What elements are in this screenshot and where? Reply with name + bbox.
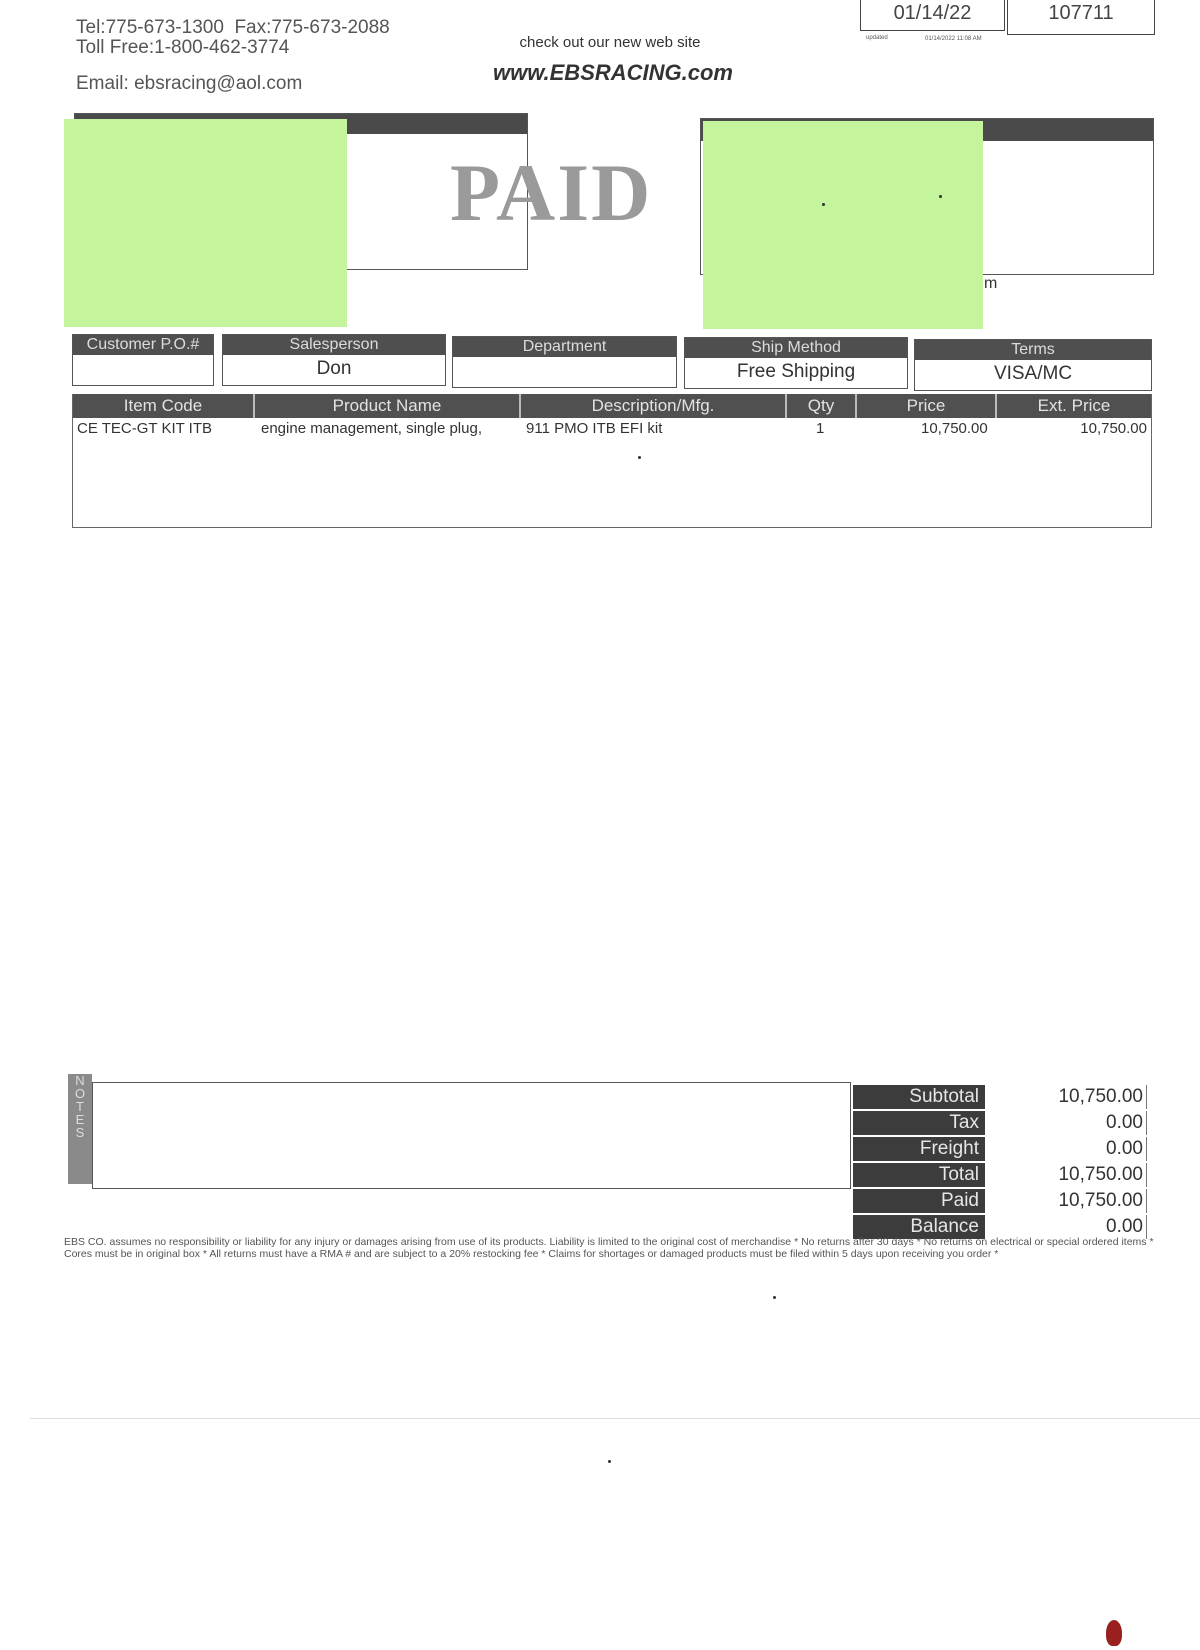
field-label: Salesperson xyxy=(223,335,445,355)
updated-value: 01/14/2022 11:08 AM xyxy=(925,36,982,42)
phone-fax-line xyxy=(76,18,390,38)
totals-row-total xyxy=(853,1163,1145,1188)
field-value: VISA/MC xyxy=(993,363,1073,384)
field-salesperson xyxy=(222,334,446,386)
redaction-ship-to xyxy=(703,121,983,329)
notes-box xyxy=(92,1082,851,1189)
web-note: check out our new web site xyxy=(519,34,701,51)
col-description: Description/Mfg. xyxy=(521,394,787,418)
field-label: Ship Method xyxy=(685,338,907,358)
notes-letter: E xyxy=(75,1112,85,1127)
field-label: Department xyxy=(453,337,676,357)
ink-dot xyxy=(822,203,825,206)
items-table-header xyxy=(73,394,1151,418)
paid-stamp: PAID xyxy=(450,147,653,238)
field-label: Terms xyxy=(915,340,1151,360)
totals-row-paid xyxy=(853,1189,1145,1214)
field-terms xyxy=(914,339,1152,391)
col-item-code: Item Code xyxy=(73,394,255,418)
totals-panel xyxy=(853,1085,1145,1241)
redaction-sold-to xyxy=(64,119,347,327)
totals-value: 0.00 xyxy=(987,1215,1147,1239)
notes-letter: T xyxy=(76,1099,84,1114)
ink-smudge xyxy=(1106,1620,1122,1646)
email: Email: ebsracing@aol.com xyxy=(76,73,303,94)
col-price: Price xyxy=(857,394,997,418)
qty: 1 xyxy=(816,420,825,437)
stray-text: m xyxy=(984,275,998,292)
item-code: CE TEC-GT KIT ITB xyxy=(77,420,213,437)
totals-value: 10,750.00 xyxy=(987,1189,1147,1213)
product-name: engine management, single plug, xyxy=(261,420,482,437)
totals-value: 0.00 xyxy=(987,1111,1147,1135)
totals-row-freight xyxy=(853,1137,1145,1162)
updated-label: updated xyxy=(866,35,888,41)
divider xyxy=(30,1418,1200,1419)
notes-letter: N xyxy=(75,1073,85,1088)
field-value: Free Shipping xyxy=(736,361,856,382)
website-link[interactable]: www.EBSRACING.com xyxy=(493,60,733,85)
field-value xyxy=(73,355,213,385)
totals-label: Total xyxy=(853,1163,985,1187)
price: 10,750.00 xyxy=(921,420,988,437)
col-qty: Qty xyxy=(787,394,857,418)
contact-block xyxy=(76,18,390,58)
totals-label: Paid xyxy=(853,1189,985,1213)
field-value: Don xyxy=(316,358,352,379)
totals-row-subtotal xyxy=(853,1085,1145,1110)
totals-label: Subtotal xyxy=(853,1085,985,1109)
totals-value: 0.00 xyxy=(987,1137,1147,1161)
table-row xyxy=(73,420,1151,444)
ink-dot xyxy=(773,1296,776,1299)
notes-letter: O xyxy=(74,1086,86,1101)
totals-value: 10,750.00 xyxy=(987,1085,1147,1109)
field-department xyxy=(452,336,677,388)
totals-row-tax xyxy=(853,1111,1145,1136)
ink-dot xyxy=(638,456,641,459)
ext-price: 10,750.00 xyxy=(1080,420,1147,437)
totals-label: Freight xyxy=(853,1137,985,1161)
col-ext-price: Ext. Price xyxy=(1037,396,1111,415)
description: 911 PMO ITB EFI kit xyxy=(526,420,663,437)
fax: Fax:775-673-2088 xyxy=(234,17,390,38)
ink-dot xyxy=(939,195,942,198)
field-ship-method xyxy=(684,337,908,389)
col-product-name: Product Name xyxy=(255,394,521,418)
toll-free: Toll Free:1-800-462-3774 xyxy=(76,37,290,58)
items-table xyxy=(72,394,1152,528)
invoice-number: 107711 xyxy=(1007,0,1155,35)
ink-dot xyxy=(608,1460,611,1463)
field-value xyxy=(453,357,676,387)
totals-label: Tax xyxy=(853,1111,985,1135)
invoice-date: 01/14/22 xyxy=(860,0,1005,31)
totals-value: 10,750.00 xyxy=(987,1163,1147,1187)
tel: Tel:775-673-1300 xyxy=(76,17,224,38)
field-customer-po xyxy=(72,334,214,386)
totals-label: Balance xyxy=(853,1215,985,1239)
disclaimer: EBS CO. assumes no responsibility or liability for any injury or damages arising from use of its products. Liability is limited to the original cost of merchandise * No returns after 30 days * No returns on electrical or special ordered items * Cores must be in original box * All returns must have a RMA # and are subject to a 20% restocking fee * Claims for shortages or damaged products must be filed within 5 days upon receiving you order * xyxy=(64,1236,1154,1260)
field-label: Customer P.O.# xyxy=(73,335,213,355)
notes-letter: S xyxy=(75,1125,85,1140)
notes-label xyxy=(68,1074,92,1184)
